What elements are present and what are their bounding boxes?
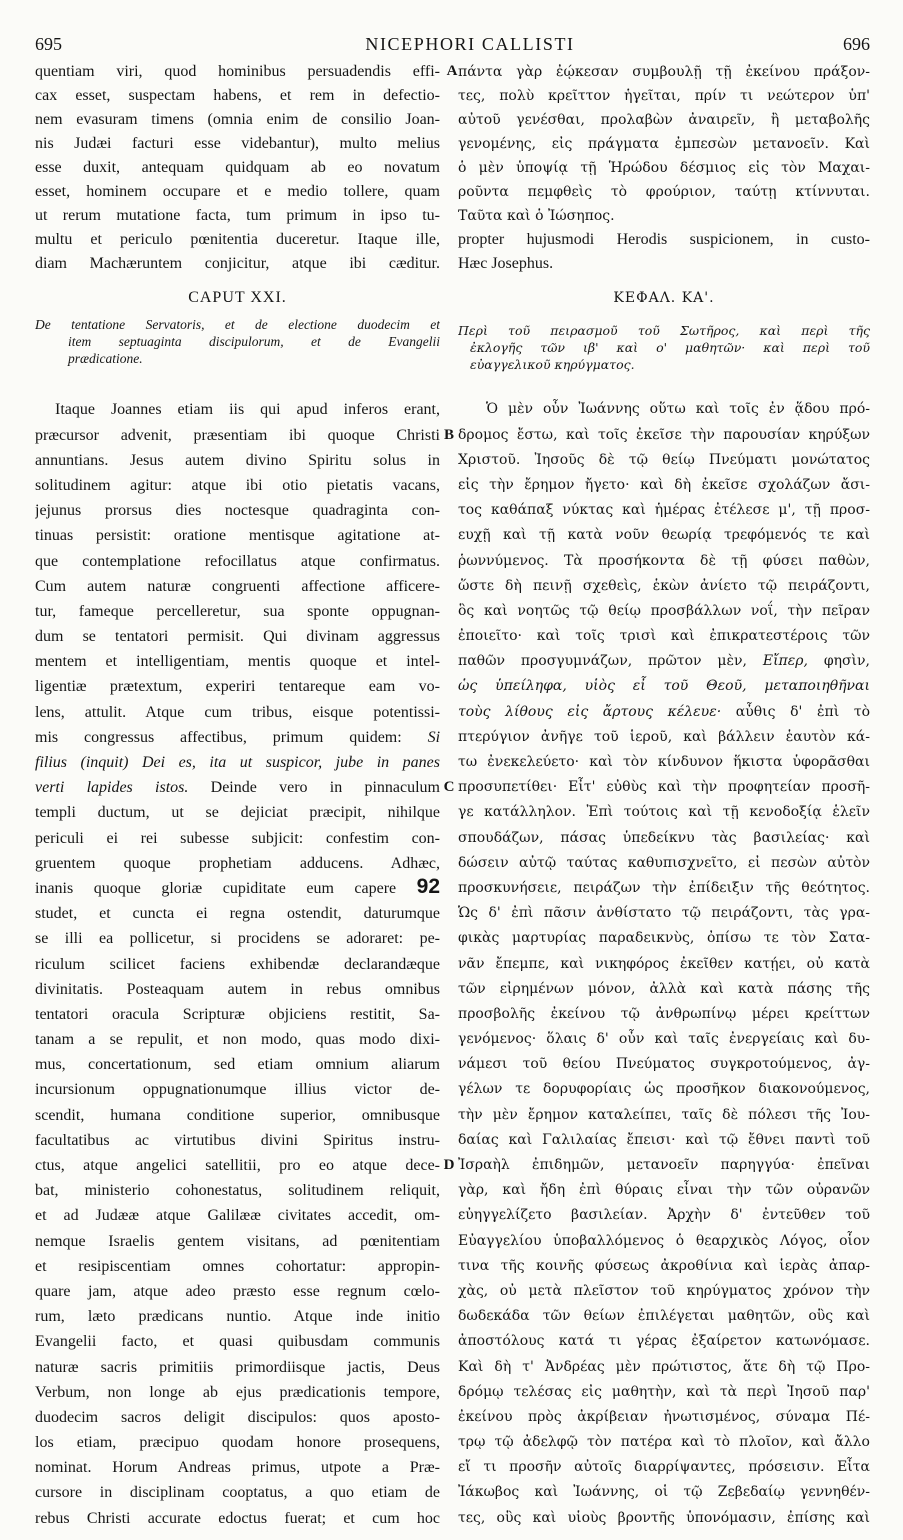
latin-line <box>35 549 440 574</box>
line-text: Verbum, non longe ab ejus prædicationis tempore, <box>35 1383 440 1401</box>
line-text: quare jam, atque adeo præsto esse regnum cœlo- <box>35 1282 440 1300</box>
line-text: et ad Judææ atque Galilææ civitates accedit, om- <box>35 1207 440 1225</box>
line-text: Περὶ τοῦ πειρασμοῦ τοῦ Σωτῆρος, καὶ περὶ τῆς <box>458 323 870 338</box>
greek-line <box>458 156 870 180</box>
line-text: tentatori oracula Scripturæ objiciens restitit, Sa- <box>35 1005 440 1023</box>
subtitle-line <box>35 350 440 367</box>
latin-line <box>35 1480 440 1505</box>
line-text: τος καθάπαξ νύκτας καὶ ἡμέρας ἐτέλεσε μ', τῇ προσ- <box>458 502 870 519</box>
line-text: γενομένης, εἰς πράγματα ἐμπεσὼν μετανοεῖν. Καὶ <box>458 136 870 152</box>
column-number-marker: 92 <box>416 875 440 898</box>
latin-line <box>35 1506 440 1531</box>
latin-line <box>35 84 440 108</box>
greek-line <box>458 498 870 523</box>
line-text: los etiam, præcipuo quodam honore prosequens, <box>35 1434 440 1452</box>
latin-line <box>35 1304 440 1329</box>
line-text: γενόμενος· ὅλαις δ' οὖν καὶ ταῖς ἐνεργείαις καὶ δυ- <box>458 1031 870 1048</box>
subtitle-line <box>458 356 870 373</box>
greek-line <box>458 1027 870 1052</box>
greek-line <box>458 397 870 422</box>
greek-line <box>458 1355 870 1380</box>
line-text: σπουδάζων, πάσας ὑπεδείκνυ τὰς βασιλείας· καὶ <box>458 829 870 846</box>
greek-line <box>458 750 870 775</box>
latin-line <box>35 1405 440 1430</box>
line-text: studet, et cuncta ei regna ostendit, daturumque <box>35 905 440 923</box>
line-text: tanam a se repulit, et non modo, quas modo dixi- <box>35 1031 440 1049</box>
latin-line <box>35 498 440 523</box>
line-text: divinitatis. Posteaquam autem in rebus omnibus <box>35 980 440 998</box>
line-text: ῥωννύμενος. Τὰ προσήκοντα δὲ τῇ φύσει παθὼν, <box>458 552 870 569</box>
latin-line <box>35 624 440 649</box>
page-number-left: 695 <box>35 34 62 54</box>
page-number-right: 696 <box>843 34 870 54</box>
running-title: NICEPHORI CALLISTI <box>365 34 575 54</box>
chapter-subtitle-latin <box>35 316 440 367</box>
greek-line <box>458 523 870 548</box>
line-text: τω ἐνεκελεύετο· καὶ τὸν κίνδυνον ἥκιστα ὑφορᾶσθαι <box>458 754 870 771</box>
greek-line <box>458 423 870 448</box>
line-text: Cum autem naturæ congruenti affectione afficere- <box>35 577 440 595</box>
latin-line <box>35 1329 440 1354</box>
line-text: gruentem quoque prophetiam adducens. Adhæc, <box>35 854 440 872</box>
latin-line <box>35 700 440 725</box>
line-text: præcursor advenit, præsentiam ibi quoque Christi <box>35 426 440 444</box>
latin-line <box>35 574 440 599</box>
greek-line <box>458 674 870 699</box>
line-text: τινα τῆς κοινῆς φύσεως ἀκροθίνια καὶ ἱερὰς ἀπαρ- <box>458 1257 870 1274</box>
margin-letter-d: D <box>443 1157 455 1174</box>
latin-line <box>35 1254 440 1279</box>
greek-line <box>458 599 870 624</box>
line-text: δρομος ἔστω, καὶ τοῖς ἐκεῖσε τὴν παρουσίαν κηρύξων <box>458 426 870 443</box>
greek-line <box>458 204 870 228</box>
line-text: nem evasuram timens (omnia enim de consilio Joan- <box>35 111 440 128</box>
margin-letter-a: A <box>446 63 458 79</box>
line-text: cax esset, suspectam habens, et rem in defectio- <box>35 87 440 104</box>
line-text: τῶν εἰρημένων μόνον, ἀλλὰ καὶ κατὰ πάσης τῆς <box>458 980 870 997</box>
line-text: φικὰς μαρτυρίας παραδεικνὺς, ὀπίσω τε τὸν Σατα- <box>458 930 870 947</box>
line-text: εἴ τι προσῆν αὐτοῖς διαρρίψαντες, πρόσεισιν. Εἶτα <box>458 1459 870 1476</box>
line-text: ὥστε δὴ πεινῇ σχεθεὶς, ἑκὼν ἀνίετο τῷ πειράζοντι, <box>458 577 870 594</box>
greek-line <box>458 108 870 132</box>
line-text: rum, læto prædicans nuntio. Atque inde initio <box>35 1308 440 1326</box>
greek-line <box>458 1430 870 1455</box>
latin-line <box>35 674 440 699</box>
latin-line <box>35 901 440 926</box>
line-text: annuntians. Jesus autem divino Spiritu solus in <box>35 451 440 469</box>
italic-text: verti lapides istos. <box>35 779 189 797</box>
line-text: esse duxit, antequam quidquam ab eo novatum <box>35 159 440 176</box>
greek-line <box>458 180 870 204</box>
greek-line <box>458 624 870 649</box>
latin-line <box>35 750 440 775</box>
latin-line <box>35 60 440 84</box>
greek-line <box>458 1178 870 1203</box>
greek-column-body <box>458 397 870 1530</box>
greek-line <box>458 800 870 825</box>
greek-line <box>458 1380 870 1405</box>
greek-line <box>458 60 870 84</box>
line-text: item septuaginta discipulorum, et de Evangelii <box>68 334 440 349</box>
line-text: ευχῇ καὶ τῇ κατὰ νοῦν θεωρίᾳ τρεφόμενός τε καὶ <box>458 527 870 544</box>
latin-line <box>35 1077 440 1102</box>
subtitle-line <box>458 322 870 339</box>
latin-line <box>35 423 440 448</box>
line-text: Ταῦτα καὶ ὁ Ἰώσηπος. <box>458 208 615 224</box>
greek-line <box>458 700 870 725</box>
line-text: αὐτοῦ γενέσθαι, προλαβὼν ἀναιρεῖν, ἢ μεταβολῆς <box>458 112 870 128</box>
line-text: Evangelii facto, et quasi quibusdam communis <box>35 1333 440 1351</box>
latin-line <box>35 1027 440 1052</box>
line-text: προσκυνήσειε, πειράζων τὴν ἐπίδειξιν τῆς θεότητος. <box>458 879 870 896</box>
greek-line <box>458 1405 870 1430</box>
line-text: nemque Israelis gentem visitans, ad pœnitentiam <box>35 1232 440 1250</box>
line-text: mentem et intelligentiam, mentis quoque et intel- <box>35 653 440 671</box>
latin-line <box>35 725 440 750</box>
greek-line <box>458 574 870 599</box>
line-text: duodecim sacros deligit discipulos: quos aposto- <box>35 1408 440 1426</box>
greek-line <box>458 549 870 574</box>
chapter-heading-greek: ΚΕΦΑΛ. ΚΑ'. <box>613 290 715 306</box>
greek-line <box>458 1002 870 1027</box>
line-text: Itaque Joannes etiam iis qui apud inferos erant, <box>55 401 440 419</box>
line-text: δώσειν αὐτῷ ταύτας καθυπισχνεῖτο, εἰ πεσὼν αὐτὸν <box>458 854 870 871</box>
latin-line <box>35 1455 440 1480</box>
line-text: Hæc Josephus. <box>458 255 554 272</box>
italic-text: ὡς ὑπείληφα, υἱὸς εἶ τοῦ Θεοῦ, μεταποιηθῆναι <box>458 678 870 695</box>
line-text: se illi ea pollicetur, si procidens se adoraret: pe- <box>35 930 440 948</box>
line-text: εὐηγγελίζετο βασιλείαν. Ἀρχὴν δ' ἐντεῦθεν τοῦ <box>458 1207 870 1224</box>
line-text: inanis quoque gloriæ cupiditate eum capere <box>35 879 397 897</box>
line-text: esset, hominem occupare et e medio tollere, quam <box>35 183 440 200</box>
line-text: τες, πολὺ κρεῖττον ἡγεῖται, πρίν τι νεώτερον ὑπ' <box>458 88 870 104</box>
latin-line <box>35 1178 440 1203</box>
subtitle-line <box>458 339 870 356</box>
line-text: τες, οὓς καὶ υἱοὺς βροντῆς ὑπονόμασιν, ἐπίσης καὶ <box>458 1509 870 1526</box>
latin-line <box>35 108 440 132</box>
greek-column-top <box>458 60 870 276</box>
line-text: προσυπετίθει· Εἶτ' εὐθὺς καὶ τὴν προφητείαν προσῆ- <box>458 779 870 796</box>
line-text: nominat. Horum Andreas primus, utpote a Præ- <box>35 1459 440 1477</box>
latin-line <box>35 1052 440 1077</box>
line-text: εὐαγγελικοῦ κηρύγματος. <box>470 357 635 372</box>
greek-line <box>458 473 870 498</box>
latin-line <box>35 826 440 851</box>
line-text: que contemplatione refocillatus atque confirmatus. <box>35 552 440 570</box>
greek-line <box>458 1077 870 1102</box>
line-text: τρῳ τῷ ἀδελφῷ τὸν πατέρα καὶ τὸ πλοῖον, καὶ ἄλλο <box>458 1434 870 1451</box>
margin-letter-b: B <box>443 426 454 443</box>
line-text: mis congressus affectibus, primum quidem: <box>35 728 402 746</box>
latin-line <box>35 1128 440 1153</box>
latin-line <box>35 952 440 977</box>
line-text: ctus, atque angelici satellitii, pro eo atque dece- <box>35 1157 440 1175</box>
greek-line <box>458 1229 870 1254</box>
latin-line <box>35 473 440 498</box>
latin-line <box>35 1153 440 1178</box>
line-text: δωδεκάδα τῶν θείων ἐπιλέγεται μαθητῶν, οὓς καὶ <box>458 1308 870 1325</box>
line-text: prædicatione. <box>68 351 143 366</box>
line-text: γε κατάλληλον. Ἐπὶ τούτοις καὶ τῇ κενοδοξίᾳ ἑλεῖν <box>458 804 870 821</box>
latin-line <box>458 228 870 252</box>
greek-line <box>458 901 870 926</box>
greek-line <box>458 1329 870 1354</box>
line-text: nis Judæi facturi esse videbantur), multo melius <box>35 135 440 152</box>
line-text: Ἰσραὴλ ἐπιδημῶν, μετανοεῖν παρηγγύα· ἐπεῖναι <box>458 1157 870 1174</box>
latin-line <box>35 1380 440 1405</box>
greek-line <box>458 826 870 851</box>
latin-line <box>35 1229 440 1254</box>
line-text: φησὶν, <box>823 653 870 670</box>
greek-line <box>458 84 870 108</box>
latin-line <box>35 1002 440 1027</box>
latin-line <box>35 1355 440 1380</box>
line-text: Καὶ δὴ τ' Ἀνδρέας μὲν πρώτιστος, ἅτε δὴ τῷ Προ- <box>458 1358 870 1375</box>
line-text: αὖθις δ' ἐπὶ τὸ <box>735 703 870 720</box>
greek-line <box>458 1153 870 1178</box>
latin-line <box>35 1103 440 1128</box>
line-text: προσβολῆς ἐκείνου τῷ ἀνθρωπίνῳ μέρει κρείττων <box>458 1005 870 1022</box>
latin-line <box>35 132 440 156</box>
line-text: Ἰάκωβος καὶ Ἰωάννης, οἱ τῷ Ζεβεδαίῳ γεννηθέν- <box>458 1484 870 1501</box>
greek-line <box>458 448 870 473</box>
line-text: riculum scilicet faciens exhibendæ declarandæque <box>35 955 440 973</box>
greek-line <box>458 1254 870 1279</box>
line-text: γέλων τε δορυφορίαις ὡς προσῆκον διακονούμενος, <box>458 1081 870 1098</box>
line-text: multu et periculo pœnitentia duceretur. Itaque ille, <box>35 231 440 248</box>
line-text: γὰρ, καὶ ἤδη ἐπὶ θύραις εἶναι τὴν τῶν οὐρανῶν <box>458 1182 870 1199</box>
line-text: Ὁ μὲν οὖν Ἰωάννης οὕτω καὶ τοῖς ἐν ᾅδου πρό- <box>486 401 870 418</box>
latin-line <box>35 156 440 180</box>
line-text: dum se tentatori permisit. Qui divinam aggressus <box>35 628 440 646</box>
greek-line <box>458 1279 870 1304</box>
line-text: ὁ μὲν ὑποψίᾳ τῇ Ἡρώδου δέσμιος εἰς τὸν Μαχαι- <box>458 160 870 176</box>
italic-text: Si <box>427 728 440 746</box>
line-text: πτερύγιον ἀνῆγε τοῦ ἱεροῦ, καὶ βάλλειν ἑαυτὸν κά- <box>458 728 870 745</box>
latin-line <box>458 252 870 276</box>
line-text: ἐποιεῖτο· καὶ τοῖς τρισὶ καὶ ἐπικρατεστέροις τῶν <box>458 628 870 645</box>
line-text: periculi ei rei subesse subjicit: confestim con- <box>35 829 440 847</box>
greek-line <box>458 1506 870 1531</box>
latin-line <box>35 876 440 901</box>
line-text: τὴν μὲν ἔρημον καταλείπει, ταῖς δὲ πόλεσι τῆς Ἰου- <box>458 1106 870 1123</box>
latin-line <box>35 851 440 876</box>
latin-line <box>35 926 440 951</box>
greek-line <box>458 851 870 876</box>
italic-text: Εἴπερ, <box>762 653 808 670</box>
line-text: diam Machæruntem conjicitur, atque ibi cæditur. <box>35 255 440 272</box>
latin-line <box>35 977 440 1002</box>
latin-line <box>35 1430 440 1455</box>
italic-text: τοὺς λίθους εἰς ἄρτους κέλευε· <box>458 703 722 720</box>
line-text: tur, fameque percelleretur, sua sponte oppugnan- <box>35 602 440 620</box>
greek-line <box>458 775 870 800</box>
line-text: ligentiæ prætextum, experiri tentareque eam vo- <box>35 678 440 696</box>
greek-line <box>458 977 870 1002</box>
greek-line <box>458 952 870 977</box>
greek-line <box>458 926 870 951</box>
line-text: bat, ministerio cohonestatus, solitudinem reliquit, <box>35 1182 440 1200</box>
line-text: et resipiscentiam omnes cohortatur: appropin- <box>35 1257 440 1275</box>
greek-line <box>458 1304 870 1329</box>
greek-line <box>458 1455 870 1480</box>
line-text: scendit, humana conditione superior, omnibusque <box>35 1106 440 1124</box>
line-text: jejunus prorsus dies noctesque quadraginta con- <box>35 502 440 520</box>
line-text: solitudinem agitur: atque ibi otio pietatis vacans, <box>35 476 440 494</box>
latin-line <box>35 252 440 276</box>
line-text: naturæ sacris primitiis primordiisque jactis, Deus <box>35 1358 440 1376</box>
latin-column-top <box>35 60 440 276</box>
latin-column-body <box>35 397 440 1530</box>
greek-line <box>458 876 870 901</box>
line-text: εἰς τὴν ἔρημον ἤγετο· καὶ δὴ ἐκεῖσε σχολάζων ἄσι- <box>458 476 870 493</box>
line-text: ἐκλογῆς τῶν ιβ' καὶ ο' μαθητῶν· καὶ περὶ τοῦ <box>470 340 870 355</box>
chapter-heading-latin: CAPUT XXI. <box>188 289 287 306</box>
line-text: ἐκείνου πρὸς ἀκρίβειαν ἠνωτισμένος, σύναμα Πέ- <box>458 1408 870 1425</box>
line-text: νᾶν ἔπεμπε, καὶ νικηφόρος ἐκεῖθεν κατῄει, οὐ κατὰ <box>458 955 870 972</box>
line-text: χὰς, οὐ μετὰ πλεῖστον τοῦ κηρύγματος χρόνον τὴν <box>458 1282 870 1299</box>
latin-line <box>35 649 440 674</box>
line-text: incursionum oppugnationumque illius victor de- <box>35 1081 440 1099</box>
latin-line <box>35 1203 440 1228</box>
line-text: ἀποστόλους κατά τι γέρας ἐξαίρετον κατωνόμασε. <box>458 1333 870 1350</box>
line-text: De tentatione Servatoris, et de electione duodecim et <box>35 317 440 332</box>
greek-line <box>458 1052 870 1077</box>
latin-line <box>35 599 440 624</box>
italic-text: filius (inquit) Dei es, ita ut suspicor, jube in panes <box>35 754 440 772</box>
latin-line <box>35 204 440 228</box>
line-text: δρόμῳ τελέσας εἰς μαθητὴν, καὶ τὰ περὶ Ἰησοῦ παρ' <box>458 1383 870 1400</box>
latin-line <box>35 448 440 473</box>
latin-line <box>35 180 440 204</box>
line-text: facultatibus ac virtutibus divini Spiritus instru- <box>35 1131 440 1149</box>
greek-line <box>458 1480 870 1505</box>
line-text: cursore in disciplinam cooptatus, a quo etiam de <box>35 1484 440 1502</box>
line-text: Deinde vero in pinnaculum <box>210 779 440 797</box>
latin-line <box>35 228 440 252</box>
subtitle-line <box>35 316 440 333</box>
greek-line <box>458 649 870 674</box>
line-text: δαίας καὶ Γαλιλαίας ἔπεισι· καὶ τῷ ἔθνει παντὶ τοῦ <box>458 1131 870 1148</box>
greek-line <box>458 725 870 750</box>
latin-line <box>35 523 440 548</box>
line-text: propter hujusmodi Herodis suspicionem, in custo- <box>458 231 870 248</box>
line-text: lens, attulit. Atque cum tribus, eisque potentissi- <box>35 703 440 721</box>
line-text: ὃς καὶ νοητῶς τῷ θείῳ προσβάλλων νοΐ, τὴν πεῖραν <box>458 602 870 619</box>
greek-line <box>458 1128 870 1153</box>
line-text: quentiam viri, quod hominibus persuadendis effi- <box>35 63 440 80</box>
latin-line <box>35 800 440 825</box>
line-text: Εὐαγγελίου ὑποβαλλόμενος ὁ θεαρχικὸς Λόγος, οἷον <box>458 1232 870 1249</box>
line-text: νάμεσι τοῦ θείου Πνεύματος συγκροτούμενος, ἀγ- <box>458 1056 870 1073</box>
line-text: templi ductum, ut se dejiciat præcipit, nihilque <box>35 804 440 822</box>
latin-line <box>35 1279 440 1304</box>
line-text: rebus Christi accurate edoctus fuerat; et cum hoc <box>35 1509 440 1527</box>
line-text: mus, concertationum, sed etiam omnium aliarum <box>35 1056 440 1074</box>
greek-line <box>458 132 870 156</box>
margin-letter-c: C <box>443 779 455 796</box>
line-text: παθῶν προσγυμνάζων, πρῶτον μὲν, <box>458 653 747 670</box>
line-text: Χριστοῦ. Ἰησοῦς δὲ τῷ θείῳ Πνεύματι μονώτατος <box>458 451 870 468</box>
greek-line <box>458 1203 870 1228</box>
line-text: Ὡς δ' ἐπὶ πᾶσιν ἀνθίστατο τῷ πειράζοντι, τὰς γρα- <box>458 905 870 922</box>
greek-line <box>458 1103 870 1128</box>
latin-line <box>35 775 440 800</box>
line-text: tinuas persistit: oratione mentisque agitatione at- <box>35 527 440 545</box>
latin-line <box>35 397 440 422</box>
line-text: ut rerum mutatione facta, tum primum in ipso tu- <box>35 207 440 224</box>
subtitle-line <box>35 333 440 350</box>
chapter-subtitle-greek <box>458 322 870 373</box>
line-text: πάντα γὰρ ἐῴκεσαν συμβουλῇ τῇ ἐκείνου πράξον- <box>458 64 870 80</box>
line-text: ροῦντα πεμφθεὶς τὸ φρούριον, ταύτῃ κτίννυται. <box>458 184 870 200</box>
